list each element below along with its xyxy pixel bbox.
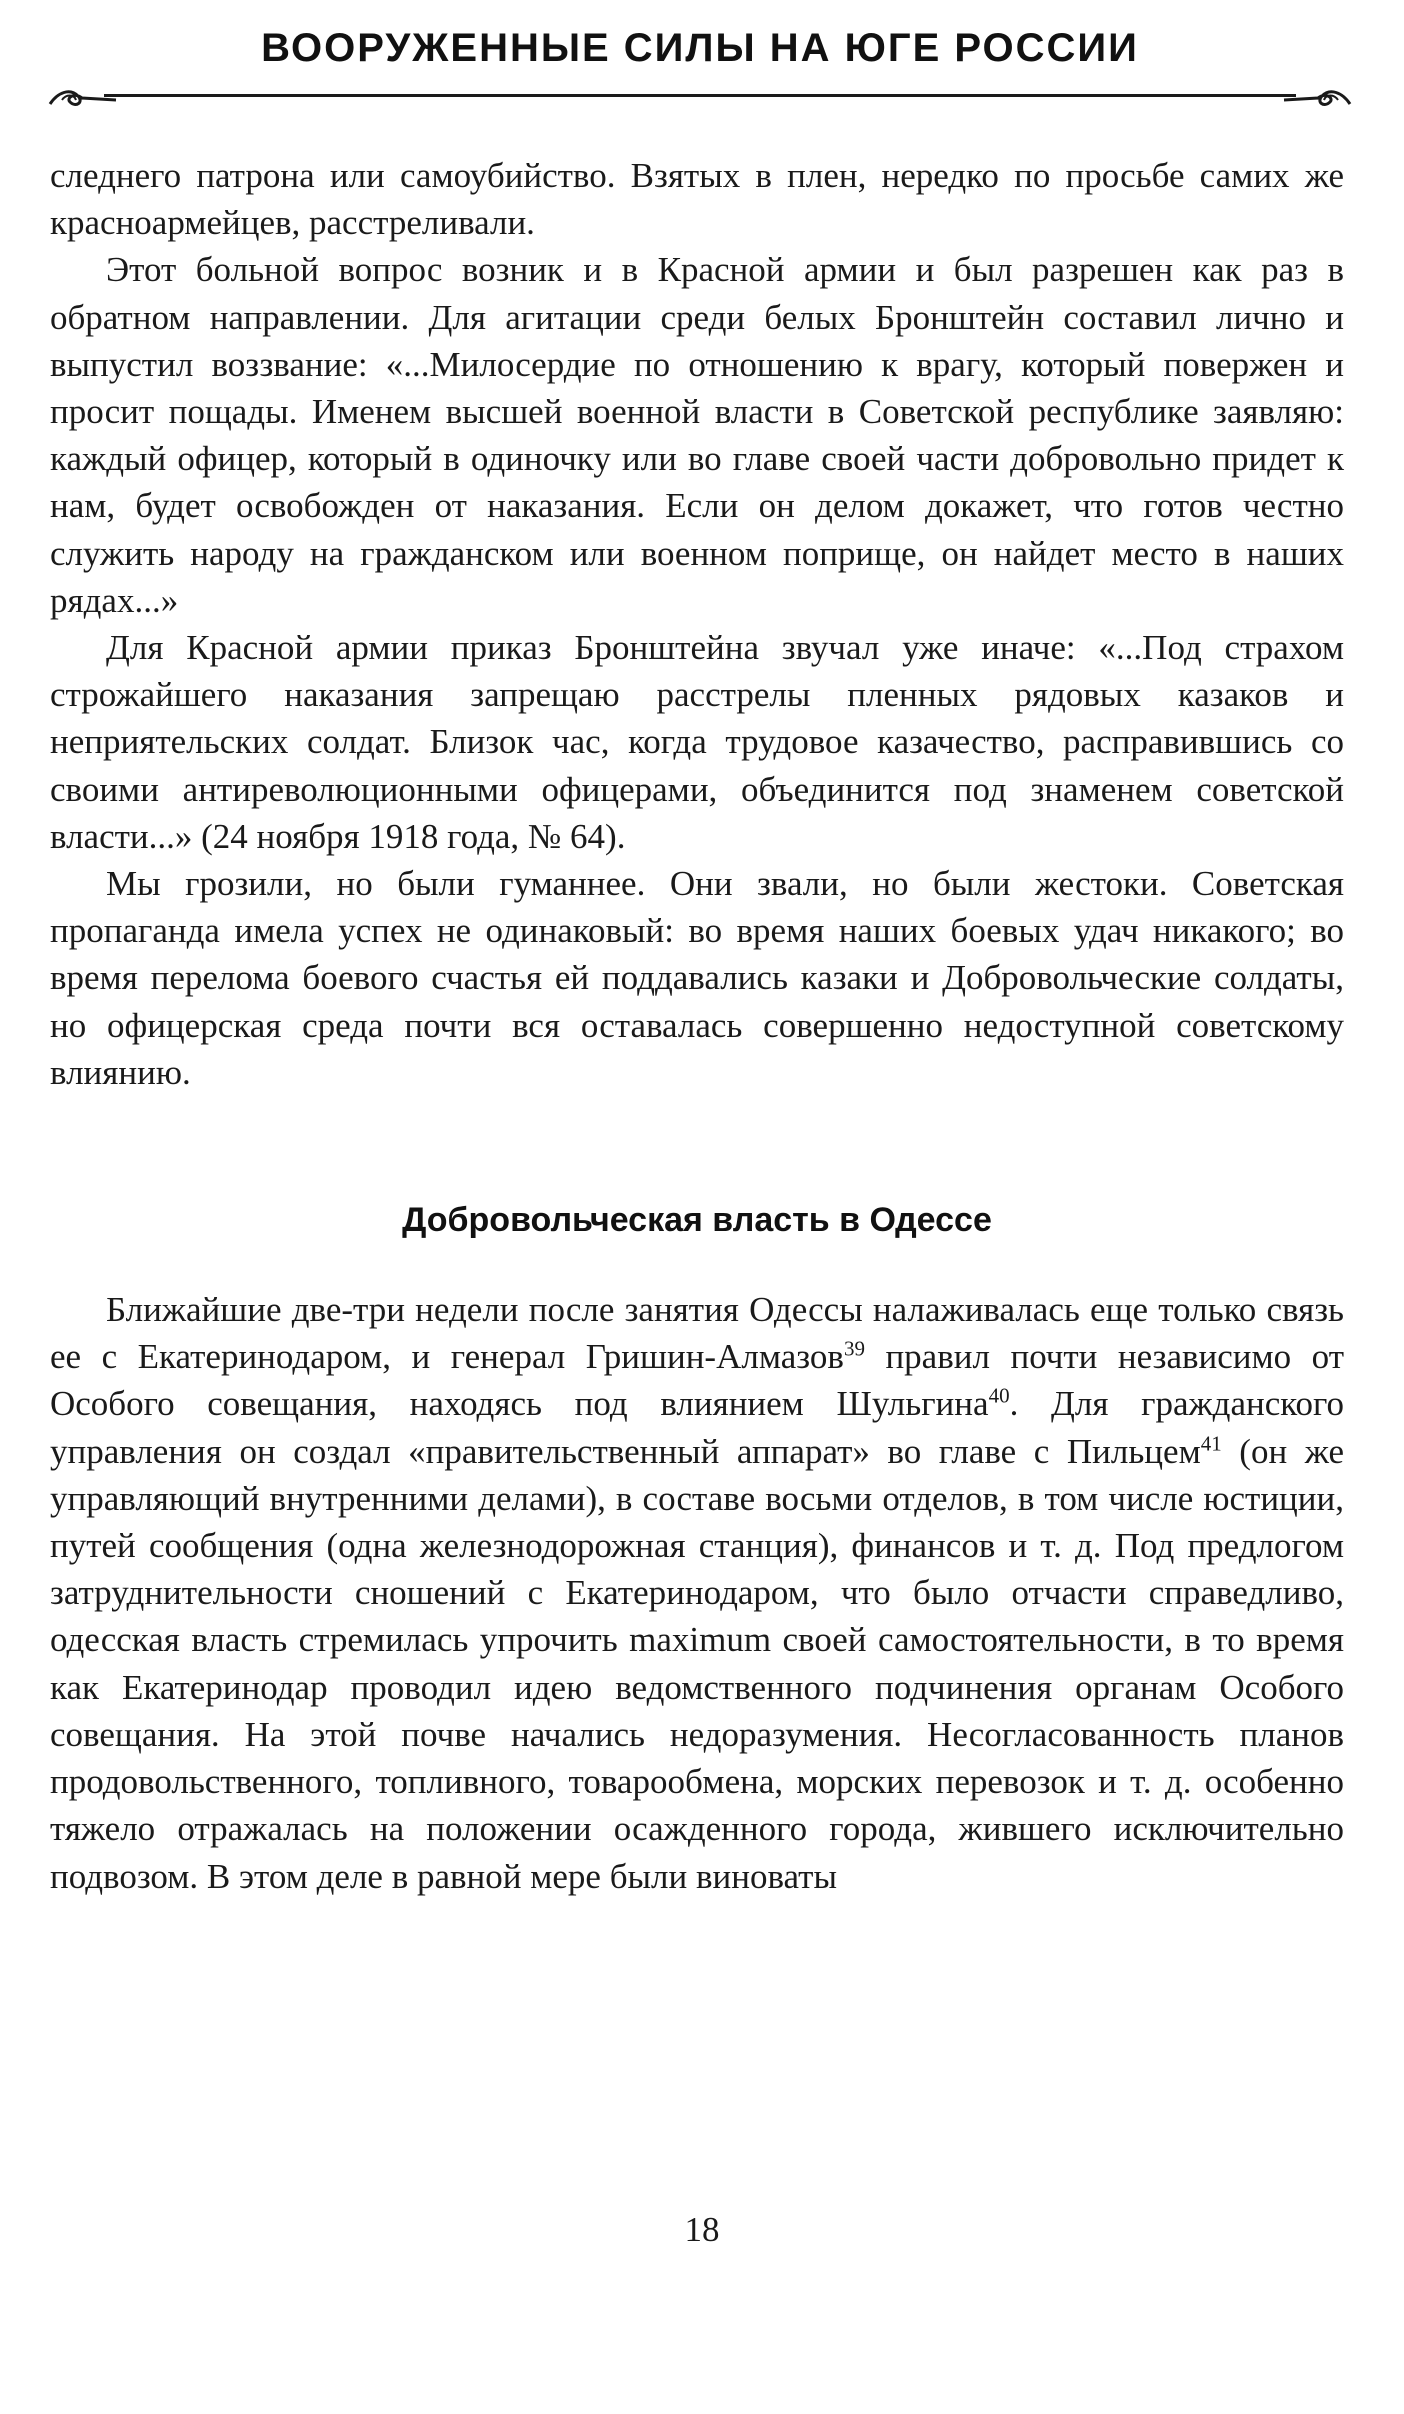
footnote-ref-41: 41 xyxy=(1200,1431,1222,1456)
page-number: 18 xyxy=(684,2210,720,2249)
footnote-ref-40: 40 xyxy=(988,1383,1010,1408)
text-run: правил почти независимо от Особого совещания, находясь под влиянием Шульгина xyxy=(50,1337,1345,1424)
footnote-ref-39: 39 xyxy=(843,1336,865,1361)
paragraph-bronstein-appeal: Этот больной вопрос возник и в Красной армии и был разрешен как раз в обратном направлении. Для агитации среди белых Бронштейн составил лично и выпустил воззвание: «...Милосердие по отношению к врагу, который повержен и просит пощады. Именем высшей военной власти в Советской республике заявляю: каждый офицер, который в одиночку или во главе своей части добровольно придет к нам, будет освобожден от наказания. Если он делом докажет, что готов честно служить народу на гражданском или военном поприще, он найдет место в наших рядах...» xyxy=(50,250,1344,620)
paragraph-odessa-authority xyxy=(50,1286,1344,1900)
left-ornament-icon xyxy=(48,74,118,110)
body-text xyxy=(50,152,1344,1900)
paragraph-propaganda: Мы грозили, но были гуманнее. Они звали, но были жестоки. Советская пропаганда имела успех не одинаковый: во время наших боевых удач никакого; во время перелома боевого счастья ей поддавались казаки и Добровольческие солдаты, но офицерская среда почти вся оставалась совершенно недоступной советскому влиянию. xyxy=(50,864,1344,1092)
running-header xyxy=(48,18,1352,110)
running-header-title: ВООРУЖЕННЫЕ СИЛЫ НА ЮГЕ РОССИИ xyxy=(261,26,1139,70)
text-run: . Для гражданского управления он создал «правительственный аппарат» во главе с Пильцем xyxy=(50,1384,1344,1471)
header-rule xyxy=(104,94,1296,97)
paragraph-red-army-order: Для Красной армии приказ Бронштейна звучал уже иначе: «...Под страхом строжайшего наказания запрещаю расстрелы пленных рядовых казаков и неприятельских солдат. Близок час, когда трудовое казачество, расправившись со своими антиреволюционными офицерами, объединится под знаменем советской власти...» (24 ноября 1918 года, № 64). xyxy=(50,628,1344,856)
text-run: (он же управляющий внутренними делами), в составе восьми отделов, в том числе юстиции, путей сообщения (одна железнодорожная станция), финансов и т. д. Под предлогом затруднительности сношений с Екатеринодаром, что было отчасти справедливо, одесская власть стремилась упрочить maximum своей самостоятельности, в то время как Екатеринодар проводил идею ведомственного подчинения органам Особого совещания. На этой почве начались недоразумения. Несогласованность планов продовольственного, топливного, товарообмена, морских перевозок и т. д. особенно тяжело отражалась на положении осажденного города, жившего исключительно подвозом. В этом деле в равной мере были виноваты xyxy=(50,1431,1344,1896)
section-heading: Добровольческая власть в Одессе xyxy=(402,1201,992,1240)
text-run: Ближайшие две-три недели после занятия Одессы налаживалась еще только связь ее с Екатеринодаром, и генерал Гришин-Алмазов xyxy=(50,1290,1344,1377)
right-ornament-icon xyxy=(1282,74,1352,110)
paragraph-continued: следнего патрона или самоубийство. Взятых в плен, нередко по просьбе самих же красноармейцев, расстреливали. xyxy=(50,156,1344,243)
